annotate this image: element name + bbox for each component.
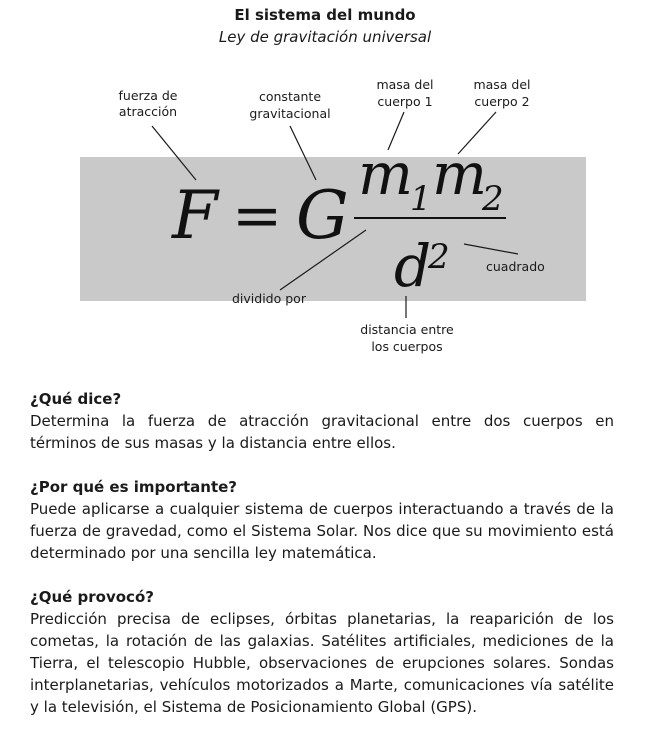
- label-constante-2: gravitacional: [249, 106, 331, 121]
- leader-fuerza: [152, 126, 196, 180]
- formula-sub2: 2: [482, 179, 504, 219]
- section-body: Predicción precisa de eclipses, órbitas planetarias, la reaparición de los cometas, la rotación de las galaxias. Satélites artificiales, mediciones de la Tierra, el telescopio Hubble, observaciones de erupciones solares. Sondas interplanetarias, vehículos motorizados a Marte, comunicaciones vía satélite y la televisión, el Sistema de Posicionamiento Global (GPS).: [30, 610, 614, 716]
- section-que-dice: [30, 388, 614, 454]
- section-heading: ¿Qué dice?: [30, 390, 122, 408]
- formula-g: G: [296, 177, 349, 254]
- label-fuerza-2: atracción: [118, 104, 178, 119]
- label-masa2-1: masa del: [473, 77, 531, 92]
- label-constante-1: constante: [258, 89, 322, 104]
- label-dividido: dividido por: [232, 291, 306, 306]
- label-masa1-1: masa del: [376, 77, 434, 92]
- formula-sub1: 1: [410, 179, 432, 219]
- label-cuadrado: cuadrado: [486, 259, 545, 274]
- section-body: Determina la fuerza de atracción gravitacional entre dos cuerpos en términos de sus masas y la distancia entre ellos.: [30, 412, 614, 452]
- formula-m2: m: [432, 140, 487, 208]
- label-masa1-2: cuerpo 1: [377, 94, 433, 109]
- section-body: Puede aplicarse a cualquier sistema de cuerpos interactuando a través de la fuerza de gravedad, como el Sistema Solar. Nos dice que su movimiento está determinado por una sencilla ley matemática.: [30, 500, 614, 562]
- section-que-provoco: [30, 586, 614, 718]
- section-heading: ¿Por qué es importante?: [30, 478, 237, 496]
- formula-diagram: [0, 0, 650, 370]
- formula-m1: m: [358, 140, 413, 208]
- leader-constante: [290, 126, 316, 180]
- label-distancia-1: distancia entre: [360, 322, 454, 337]
- section-heading: ¿Qué provocó?: [30, 588, 154, 606]
- leader-cuadrado: [464, 244, 518, 254]
- label-masa2-2: cuerpo 2: [474, 94, 530, 109]
- formula-exp: 2: [428, 237, 450, 277]
- formula-d: d: [394, 232, 432, 300]
- page-subtitle: Ley de gravitación universal: [218, 28, 432, 46]
- label-fuerza-1: fuerza de: [118, 88, 178, 103]
- section-por-que-importante: [30, 476, 614, 564]
- label-distancia-2: los cuerpos: [371, 339, 443, 354]
- formula-equals: =: [232, 181, 283, 251]
- formula-f: F: [172, 177, 218, 254]
- page-title: El sistema del mundo: [234, 6, 416, 24]
